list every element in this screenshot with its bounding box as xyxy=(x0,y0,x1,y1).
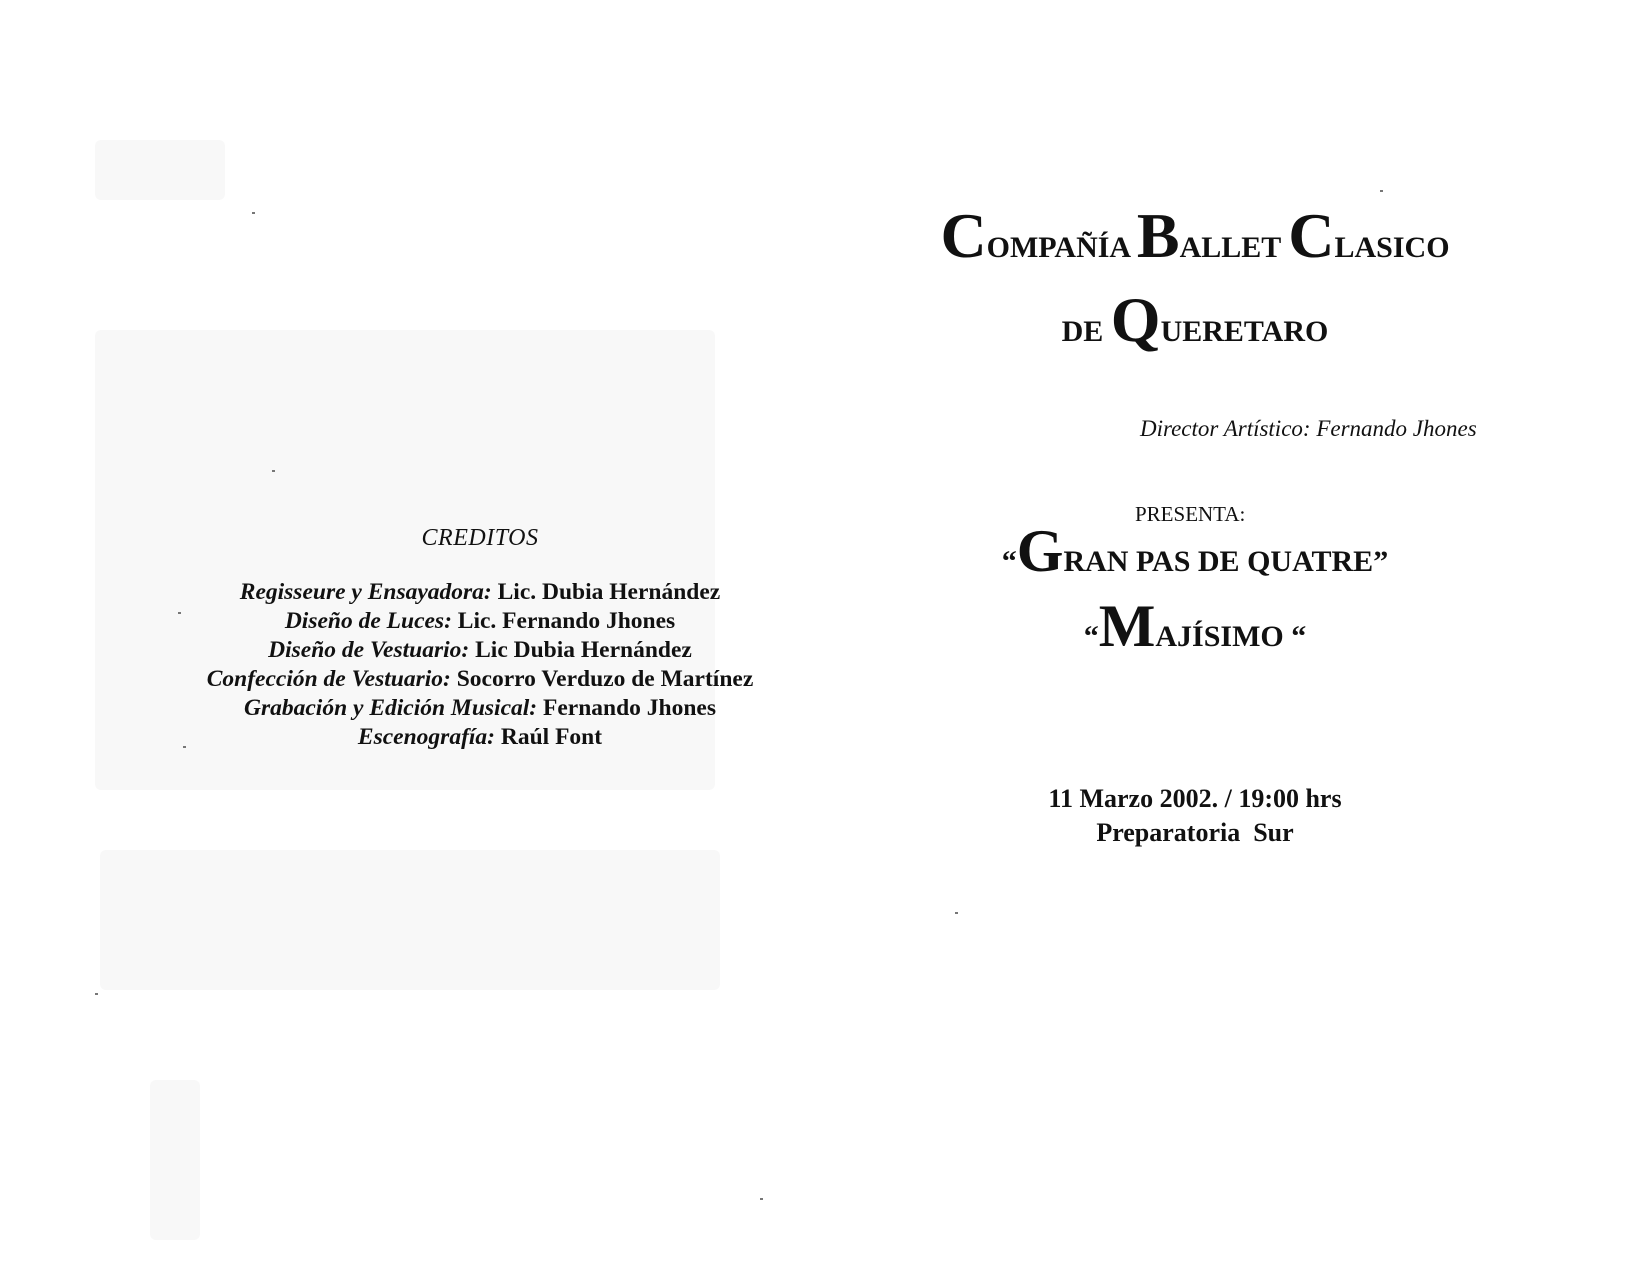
credit-role: Diseño de Vestuario: xyxy=(268,637,470,663)
credit-role: Grabación y Edición Musical: xyxy=(244,695,538,721)
credit-line xyxy=(150,607,810,636)
credit-name: Raúl Font xyxy=(500,724,603,750)
credit-line xyxy=(150,694,810,723)
company-name-line-1: COMPAÑÍA BALLET CLASICO xyxy=(940,200,1450,271)
credit-name: Socorro Verduzo de Martínez xyxy=(456,666,754,692)
scan-speck xyxy=(252,212,255,214)
company-name xyxy=(905,200,1485,360)
credits-panel xyxy=(150,525,810,752)
event-details xyxy=(905,782,1485,850)
scan-speck xyxy=(1380,190,1383,192)
event-venue: Preparatoria Sur xyxy=(1096,818,1294,847)
scan-speck xyxy=(272,470,275,472)
credit-role: Regisseure y Ensayadora: xyxy=(239,579,492,605)
scan-speck xyxy=(760,1198,763,1200)
credits-heading: CREDITOS xyxy=(421,525,539,551)
credit-name: Lic. Fernando Jhones xyxy=(457,608,676,634)
credit-role: Confección de Vestuario: xyxy=(206,666,451,692)
credit-line xyxy=(150,578,810,607)
credit-role: Diseño de Luces: xyxy=(284,608,452,634)
presenta-label: PRESENTA: xyxy=(1135,502,1246,526)
scan-speck xyxy=(955,912,958,914)
scan-shadow xyxy=(150,1080,200,1240)
scan-speck xyxy=(95,993,98,995)
credit-name: Fernando Jhones xyxy=(542,695,716,721)
event-date-time: 11 Marzo 2002. / 19:00 hrs xyxy=(1048,784,1342,813)
credit-name: Lic Dubia Hernández xyxy=(475,637,692,663)
scan-shadow xyxy=(100,850,720,990)
credit-role: Escenografía: xyxy=(357,724,495,750)
credit-line xyxy=(150,636,810,665)
credit-line xyxy=(150,665,810,694)
credit-name: Lic. Dubia Hernández xyxy=(497,579,721,605)
work-title-2: “MAJÍSIMO “ xyxy=(1083,593,1307,659)
work-title-1: “GRAN PAS DE QUATRE” xyxy=(1001,518,1389,584)
artistic-director: Director Artístico: Fernando Jhones xyxy=(1140,416,1477,441)
scan-shadow xyxy=(95,140,225,200)
credit-line xyxy=(150,723,810,752)
company-name-line-2: DE QUERETARO xyxy=(1061,284,1329,355)
